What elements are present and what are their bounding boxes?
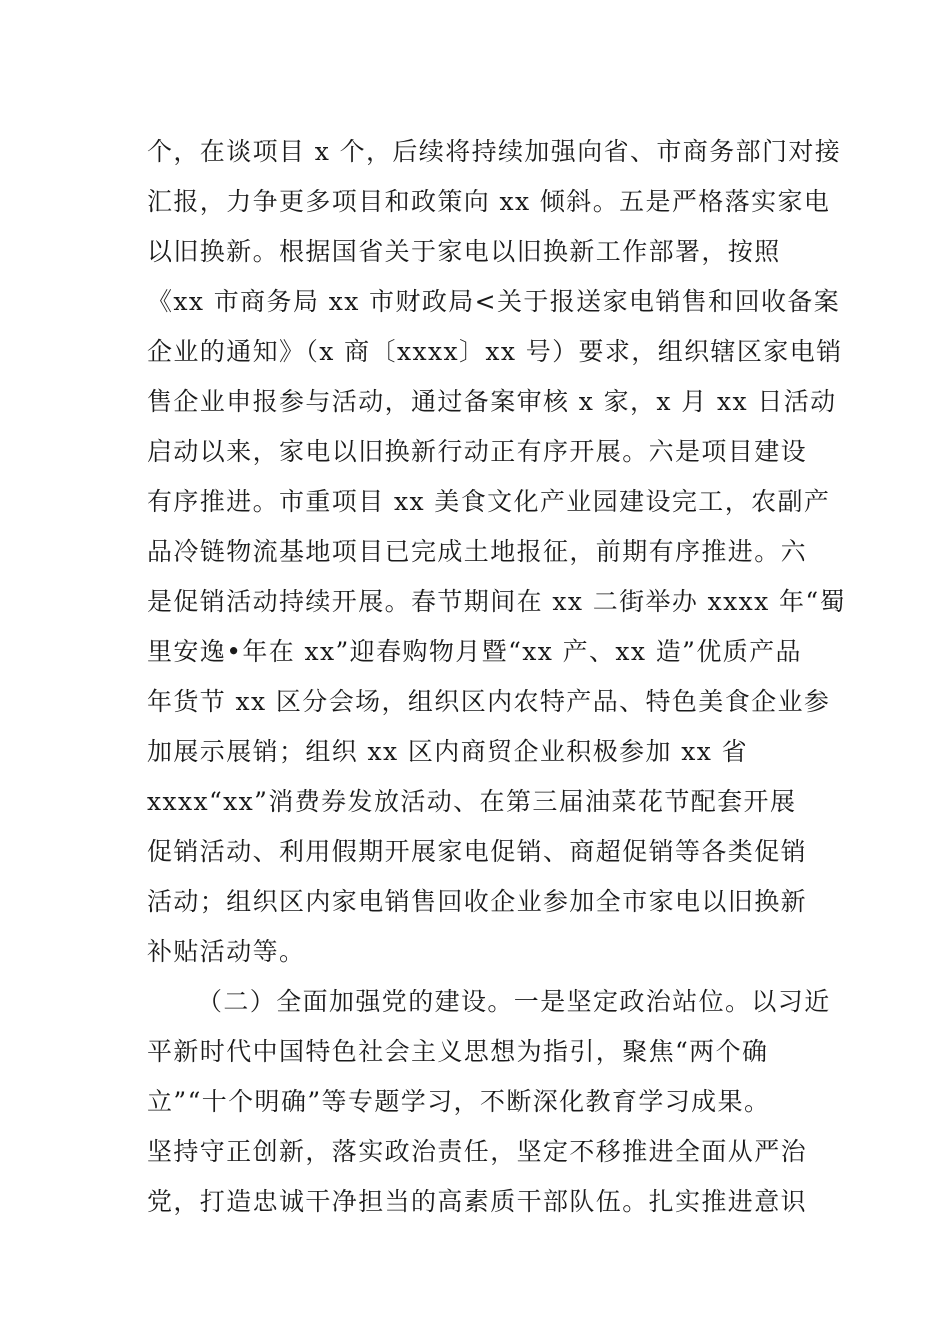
text-line: 以旧换新。根据国省关于家电以旧换新工作部署，按照 (147, 237, 781, 266)
text-line: 活动；组织区内家电销售回收企业参加全市家电以旧换新 (147, 887, 808, 916)
body-text (147, 127, 846, 1227)
text-line: 售企业申报参与活动，通过备案审核 x 家，x 月 xx 日活动 (147, 387, 837, 416)
text-line: 党，打造忠诚干净担当的高素质干部队伍。扎实推进意识 (147, 1187, 808, 1216)
text-line: 启动以来，家电以旧换新行动正有序开展。六是项目建设 (147, 437, 808, 466)
text-line: xxxx“xx”消费券发放活动、在第三届油菜花节配套开展 (147, 787, 797, 816)
text-line: 是促销活动持续开展。春节期间在 xx 二街举办 xxxx 年“蜀 (147, 587, 846, 616)
text-line: 坚持守正创新，落实政治责任，坚定不移推进全面从严治 (147, 1137, 808, 1166)
text-line: 品冷链物流基地项目已完成土地报征，前期有序推进。六 (147, 537, 808, 566)
text-line: 平新时代中国特色社会主义思想为指引，聚焦“两个确 (147, 1037, 769, 1066)
section-heading-line: （二）全面加强党的建设。一是坚定政治站位。以习近 (197, 987, 831, 1016)
text-line: 汇报，力争更多项目和政策向 xx 倾斜。五是严格落实家电 (147, 187, 831, 216)
text-line: 有序推进。市重项目 xx 美食文化产业园建设完工，农副产 (147, 487, 831, 516)
text-line: 里安逸•年在 xx”迎春购物月暨“xx 产、xx 造”优质产品 (147, 637, 802, 666)
text-line: 《xx 市商务局 xx 市财政局<关于报送家电销售和回收备案 (147, 287, 841, 316)
text-line: 企业的通知》（x 商〔xxxx〕xx 号）要求，组织辖区家电销 (147, 337, 843, 366)
text-line: 立”“十个明确”等专题学习，不断深化教育学习成果。 (147, 1087, 771, 1116)
text-line: 促销活动、利用假期开展家电促销、商超促销等各类促销 (147, 837, 808, 866)
text-line: 补贴活动等。 (147, 937, 306, 966)
text-line: 加展示展销；组织 xx 区内商贸企业积极参加 xx 省 (147, 737, 748, 766)
text-line: 个，在谈项目 x 个，后续将持续加强向省、市商务部门对接 (147, 137, 842, 166)
text-line: 年货节 xx 区分会场，组织区内农特产品、特色美食企业参 (147, 687, 831, 716)
